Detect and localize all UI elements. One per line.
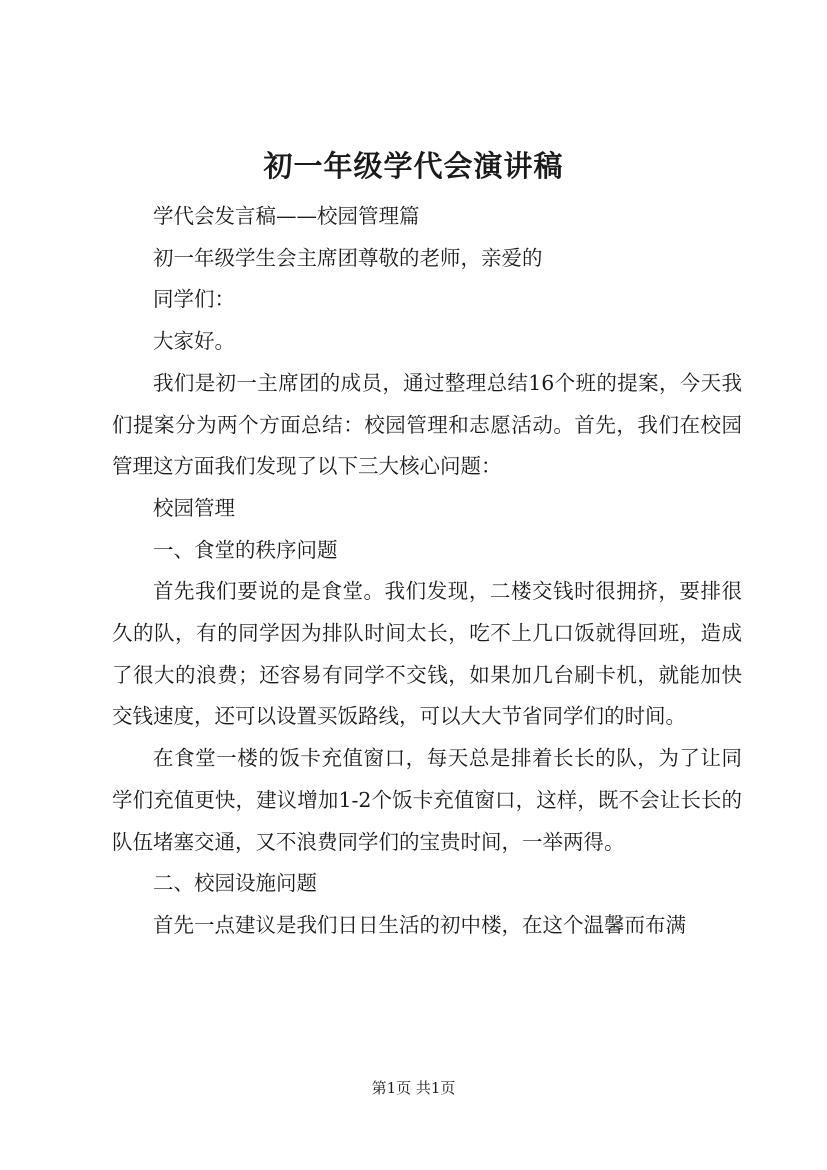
- document-body: [112, 196, 742, 947]
- paragraph-intro: 我们是初一主席团的成员，通过整理总结16个班的提案，今天我们提案分为两个方面总结：校园管理和志愿活动。首先，我们在校园管理这方面我们发现了以下三大核心问题：: [112, 370, 742, 479]
- paragraph-canteen-2: 在食堂一楼的饭卡充值窗口，每天总是排着长长的队，为了让同学们充值更快，建议增加1-2个饭卡充值窗口，这样，既不会让长长的队伍堵塞交通，又不浪费同学们的宝贵时间，一举两得。: [112, 746, 742, 854]
- paragraph-canteen-1: 首先我们要说的是食堂。我们发现，二楼交钱时很拥挤，要排很久的队，有的同学因为排队时间太长，吃不上几口饭就得回班，造成了很大的浪费；还容易有同学不交钱，如果加几台刷卡机，就能加快交钱速度，还可以设置买饭路线，可以大大节省同学们的时间。: [112, 579, 742, 729]
- paragraph-facilities-1: 首先一点建议是我们日日生活的初中楼，在这个温馨而布满: [153, 912, 686, 937]
- paragraph-subtitle: 学代会发言稿——校园管理篇: [153, 204, 420, 228]
- paragraph-salutation-cont: 同学们：: [153, 287, 235, 312]
- page-footer: 第1页 共1页: [371, 1079, 456, 1097]
- section-heading-canteen: 一、食堂的秩序问题: [153, 537, 338, 562]
- paragraph-greeting: 大家好。: [153, 329, 235, 354]
- section-heading-campus: 校园管理: [153, 495, 235, 520]
- paragraph-salutation: 初一年级学生会主席团尊敬的老师，亲爱的: [153, 245, 543, 270]
- section-heading-facilities: 二、校园设施问题: [153, 871, 317, 896]
- document-title: 初一年级学代会演讲稿: [263, 149, 564, 183]
